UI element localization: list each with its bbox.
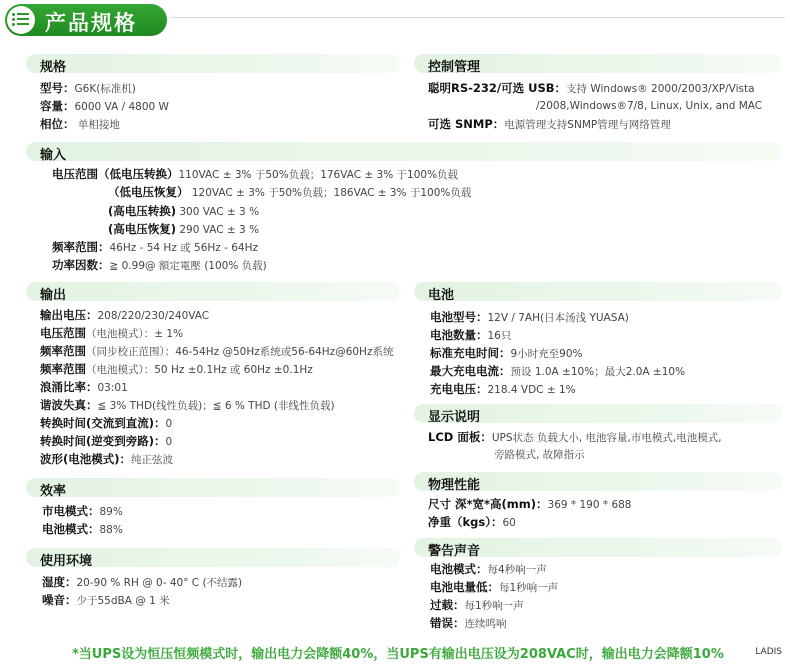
physical-row: 尺寸 深*宽*高(mm)：369 * 190 * 688	[428, 497, 632, 511]
battery-row: 电池型号：12V / 7AH(日本汤浅 YUASA)	[430, 310, 629, 324]
control-row: 可选 SNMP：电源管理支持SNMP管理与网络管理	[428, 117, 671, 131]
input-row: 功率因数：≧ 0.99@ 額定電壓 (100% 负载)	[52, 258, 267, 272]
battery-row: 标准充电时间：9小时充至90%	[430, 346, 583, 360]
page-title: 产品规格	[45, 11, 137, 35]
section-alarm: 警告声音	[414, 538, 782, 557]
section-display: 显示说明	[414, 404, 782, 423]
display-row: 旁路模式, 故障指示	[494, 449, 585, 461]
output-row: 转换时间(逆变到旁路)：0	[40, 434, 173, 448]
section-input: 输入	[26, 142, 782, 161]
output-row: 输出电压：208/220/230/240VAC	[40, 308, 210, 322]
spec-row: 容量：6000 VA / 4800 W	[40, 99, 169, 113]
alarm-row: 电池电量低：每1秒响一声	[430, 580, 559, 594]
section-control: 控制管理	[414, 54, 782, 73]
alarm-row: 电池模式：每4秒响一声	[430, 562, 547, 576]
display-row: LCD 面板：UPS状态 负载大小, 电池容量,市电模式,电池模式,	[428, 430, 722, 444]
header-divider	[170, 17, 785, 18]
efficiency-row: 电池模式：88%	[42, 522, 123, 536]
section-efficiency: 效率	[26, 478, 400, 497]
efficiency-row: 市电模式：89%	[42, 504, 123, 518]
environment-row: 湿度：20-90 % RH @ 0- 40° C (不结露)	[42, 575, 243, 589]
section-physical: 物理性能	[414, 472, 782, 491]
input-row: 频率范围：46Hz - 54 Hz 或 56Hz - 64Hz	[52, 240, 259, 254]
battery-row: 最大充电电流：预设 1.0A ±10%；最大2.0A ±10%	[430, 364, 686, 378]
output-row: 浪涌比率：03:01	[40, 380, 128, 394]
section-battery: 电池	[414, 282, 782, 301]
footer-note: *当UPS设为恒压恒频模式时，输出电力会降额40%，当UPS有输出电压设为208VAC时，输出电力会降额10%	[72, 647, 724, 662]
section-output: 输出	[26, 282, 400, 301]
environment-row: 噪音：少于55dBA @ 1 米	[42, 593, 170, 607]
output-row: 电压范围（电池模式）：± 1%	[40, 326, 184, 340]
alarm-row: 过载：每1秒响一声	[430, 598, 524, 612]
list-icon	[7, 6, 35, 34]
section-environment: 使用环境	[26, 548, 400, 567]
output-row: 谐波失真：≦ 3% THD(线性负载)；≦ 6 % THD (非线性负载)	[40, 398, 335, 412]
output-row: 转换时间(交流到直流)：0	[40, 416, 173, 430]
battery-row: 充电电压：218.4 VDC ± 1%	[430, 382, 576, 396]
physical-row: 净重（kgs）：60	[428, 515, 516, 529]
input-row: (高电压恢复) 290 VAC ± 3 %	[108, 222, 260, 236]
battery-row: 电池数量：16只	[430, 328, 512, 342]
input-row: 电压范围（低电压转换）110VAC ± 3% 于50%负载；176VAC ± 3% 于100%负载	[52, 167, 459, 181]
brand-label: LADIS	[755, 647, 782, 657]
spec-row: 型号：G6K(标准机)	[40, 81, 136, 95]
section-spec: 规格	[26, 54, 400, 73]
input-row: （低电压恢复） 120VAC ± 3% 于50%负载；186VAC ± 3% 于100%负载	[108, 185, 472, 199]
alarm-row: 错误：连续鸣响	[430, 616, 507, 630]
control-row: /2008,Windows®7/8, Linux, Unix, and MAC	[536, 100, 763, 112]
control-row: 聪明RS-232/可选 USB：支持 Windows® 2000/2003/XP/Vista	[428, 81, 755, 95]
output-row: 频率范围（同步校正范围）：46-54Hz @50Hz系统或56-64Hz@60Hz系统	[40, 344, 394, 358]
page-header	[5, 4, 167, 36]
output-row: 频率范围（电池模式）：50 Hz ±0.1Hz 或 60Hz ±0.1Hz	[40, 362, 313, 376]
spec-row: 相位： 单相接地	[40, 117, 120, 131]
input-row: (高电压转换) 300 VAC ± 3 %	[108, 204, 260, 218]
output-row: 波形(电池模式)：纯正弦波	[40, 452, 174, 466]
